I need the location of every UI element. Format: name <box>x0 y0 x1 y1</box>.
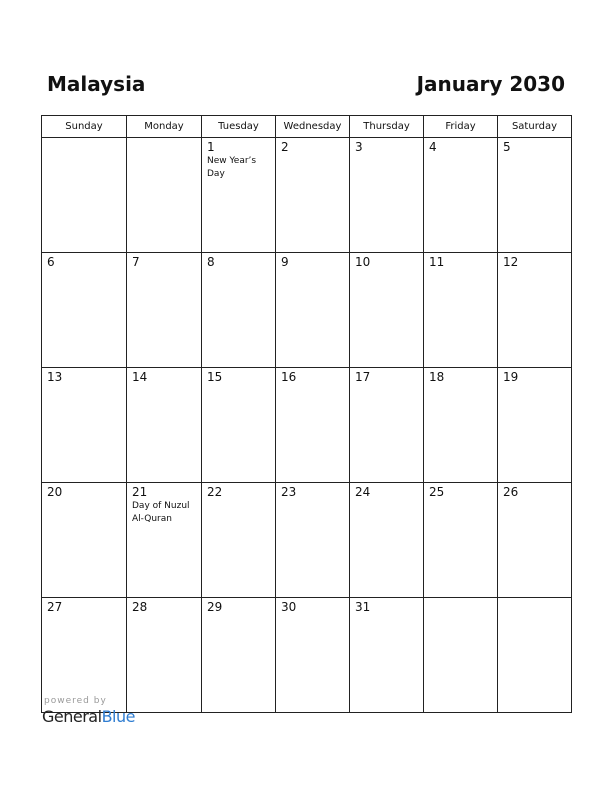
day-number: 27 <box>47 600 63 614</box>
day-number: 23 <box>281 485 297 499</box>
day-number: 6 <box>47 255 55 269</box>
weekday-saturday: Saturday <box>498 116 572 138</box>
day-cell <box>498 253 572 368</box>
day-cell <box>424 253 498 368</box>
day-cell <box>276 368 350 483</box>
day-number: 28 <box>132 600 148 614</box>
day-cell <box>127 138 202 253</box>
day-number: 12 <box>503 255 519 269</box>
weekday-monday: Monday <box>127 116 202 138</box>
day-number: 30 <box>281 600 297 614</box>
day-number: 21 <box>132 485 148 499</box>
day-number: 17 <box>355 370 371 384</box>
day-number: 2 <box>281 140 289 154</box>
day-number: 5 <box>503 140 511 154</box>
day-number: 11 <box>429 255 445 269</box>
day-number: 9 <box>281 255 289 269</box>
week-row-2 <box>42 253 572 368</box>
day-cell <box>424 138 498 253</box>
holiday-label: New Year’s Day <box>207 156 257 179</box>
day-cell <box>127 253 202 368</box>
day-cell <box>127 598 202 713</box>
generalblue-logo[interactable] <box>42 707 135 727</box>
day-cell <box>498 598 572 713</box>
day-cell <box>350 483 424 598</box>
day-cell <box>350 598 424 713</box>
powered-by-label: powered by <box>44 696 107 706</box>
week-row-4 <box>42 483 572 598</box>
day-cell <box>127 483 202 598</box>
day-cell <box>42 483 127 598</box>
day-cell <box>350 368 424 483</box>
day-number: 8 <box>207 255 215 269</box>
day-cell <box>424 368 498 483</box>
day-number: 26 <box>503 485 519 499</box>
day-number: 18 <box>429 370 445 384</box>
day-cell <box>276 483 350 598</box>
day-number: 3 <box>355 140 363 154</box>
day-number: 15 <box>207 370 223 384</box>
day-cell <box>202 138 276 253</box>
day-cell <box>127 368 202 483</box>
weekday-friday: Friday <box>424 116 498 138</box>
day-cell <box>42 138 127 253</box>
day-cell <box>42 253 127 368</box>
day-number: 29 <box>207 600 223 614</box>
country-title: Malaysia <box>47 72 146 96</box>
week-row-1 <box>42 138 572 253</box>
holiday-label: Day of Nuzul Al-Quran <box>132 501 190 524</box>
day-cell <box>202 253 276 368</box>
day-number: 22 <box>207 485 223 499</box>
day-number: 20 <box>47 485 63 499</box>
day-number: 31 <box>355 600 371 614</box>
day-cell <box>424 598 498 713</box>
weekday-sunday: Sunday <box>42 116 127 138</box>
day-number: 7 <box>132 255 140 269</box>
day-number: 24 <box>355 485 371 499</box>
day-cell <box>42 368 127 483</box>
weekday-thursday: Thursday <box>350 116 424 138</box>
day-cell <box>350 138 424 253</box>
week-row-5 <box>42 598 572 713</box>
day-cell <box>276 253 350 368</box>
day-cell <box>350 253 424 368</box>
brand-blue-text: Blue <box>101 707 135 726</box>
day-number: 4 <box>429 140 437 154</box>
weekday-tuesday: Tuesday <box>202 116 276 138</box>
day-cell <box>498 368 572 483</box>
day-cell <box>276 598 350 713</box>
month-year-title: January 2030 <box>416 72 565 96</box>
day-cell <box>202 598 276 713</box>
week-row-3 <box>42 368 572 483</box>
day-number: 14 <box>132 370 148 384</box>
day-cell <box>498 138 572 253</box>
calendar-grid <box>41 115 572 713</box>
day-cell <box>276 138 350 253</box>
brand-general-text: General <box>42 707 102 726</box>
day-number: 16 <box>281 370 297 384</box>
day-cell <box>424 483 498 598</box>
day-cell <box>202 368 276 483</box>
weekday-header-row <box>42 116 572 138</box>
day-number: 1 <box>207 140 215 154</box>
day-number: 13 <box>47 370 63 384</box>
day-cell <box>498 483 572 598</box>
day-number: 25 <box>429 485 445 499</box>
weekday-wednesday: Wednesday <box>276 116 350 138</box>
day-number: 19 <box>503 370 519 384</box>
day-cell <box>202 483 276 598</box>
day-number: 10 <box>355 255 371 269</box>
